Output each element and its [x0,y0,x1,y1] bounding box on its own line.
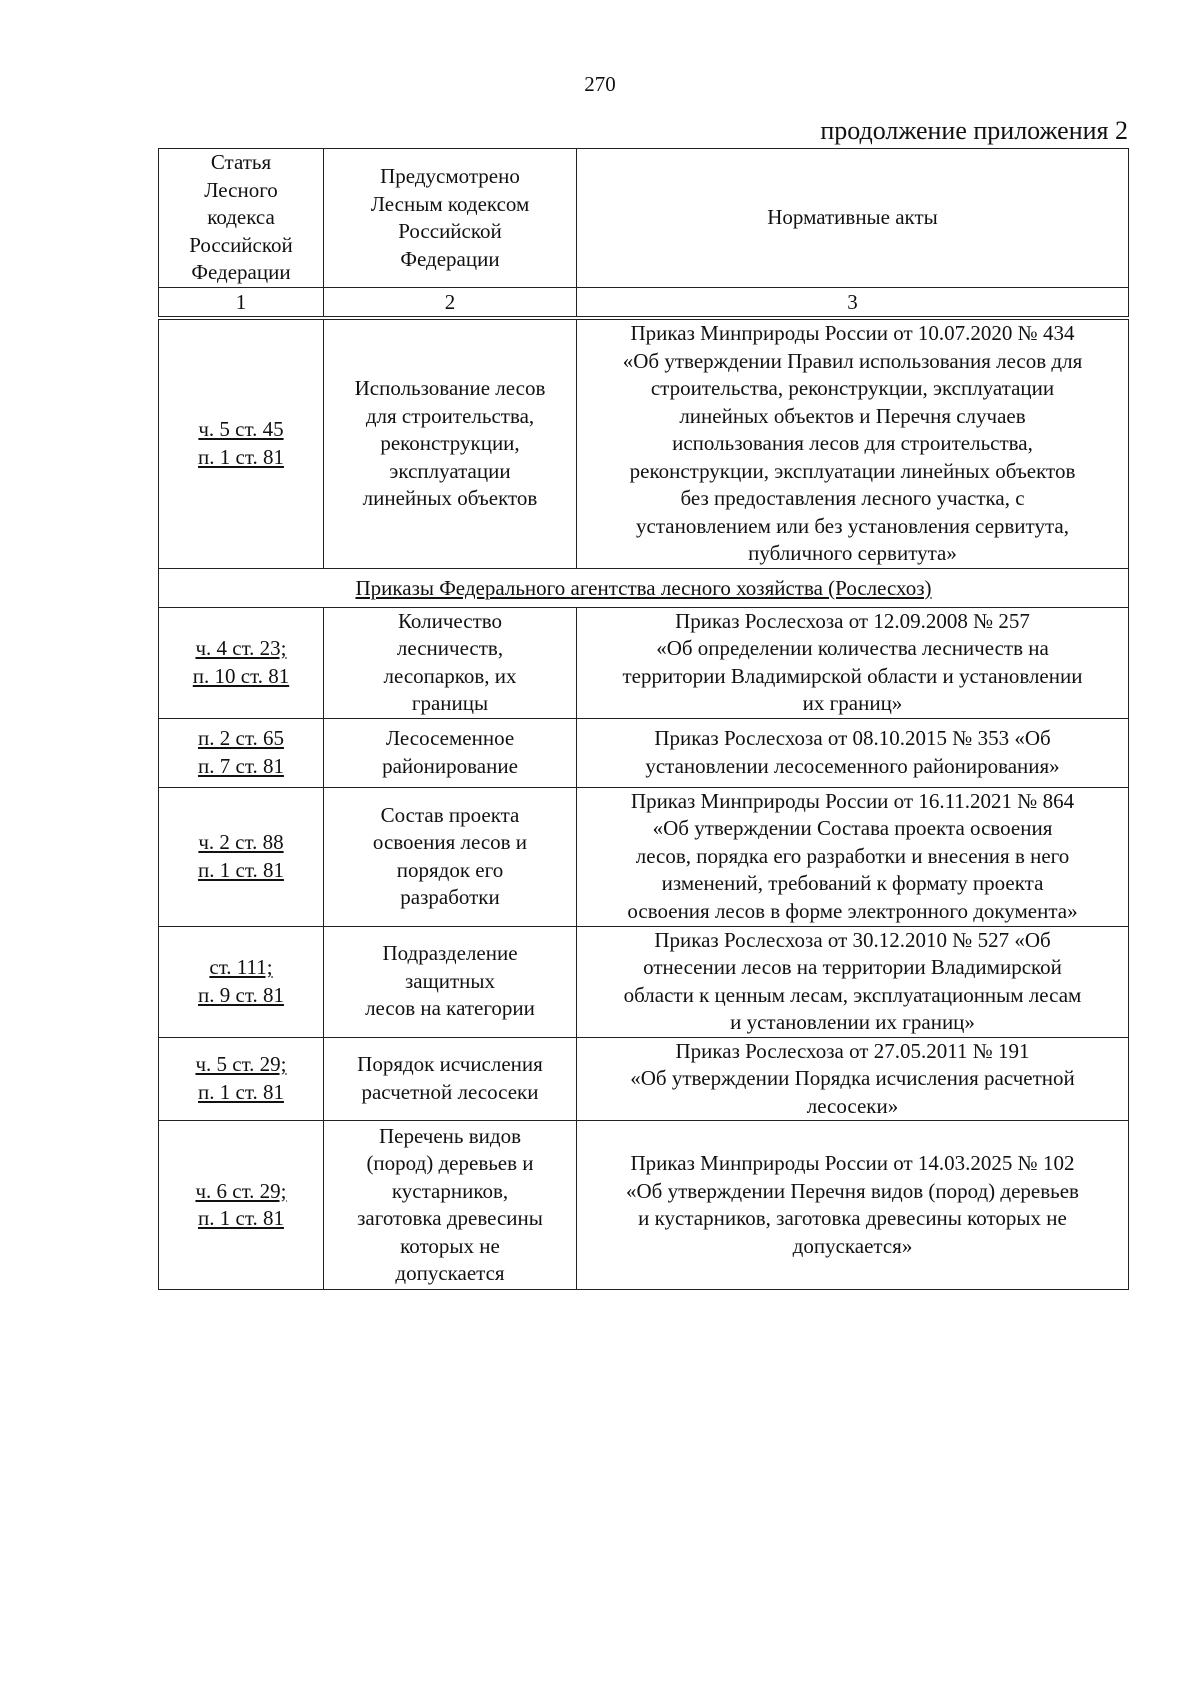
text-line: освоения лесов в форме электронного документа» [627,898,1078,923]
page-number: 270 [584,72,616,96]
text-line: «Об утверждении Порядка исчисления расчетной [630,1066,1075,1090]
article-references [159,607,324,718]
normative-act-cell [577,607,1129,718]
column-number: 1 [159,288,324,319]
text-line: районирование [382,753,518,778]
text-line: Приказ Минприроды России от 10.07.2020 № 434 [630,321,1075,345]
text-line: и установлении их границ» [730,1010,975,1034]
provision-cell [324,1037,577,1121]
text-line: порядок его [396,857,504,882]
text-line: Федерации [400,246,500,271]
text-line: лесов, порядка его разработки и внесения в него [635,843,1070,868]
section-title: Приказы Федерального агентства лесного хозяйства (Рослесхоз) [159,568,1129,607]
provision-cell [324,607,577,718]
article-link[interactable]: ч. 6 ст. 29; [195,1178,287,1203]
normative-act-cell [577,718,1129,787]
text-line: Приказ Рослесхоза от 12.09.2008 № 257 [675,608,1030,633]
text-line: Состав проекта [380,802,520,827]
article-link[interactable]: п. 9 ст. 81 [198,982,284,1007]
regulations-table [158,148,1129,1290]
text-line: линейных объектов и Перечня случаев [679,403,1026,428]
article-link[interactable]: п. 1 ст. 81 [198,857,284,882]
article-link[interactable]: п. 1 ст. 81 [198,1206,284,1230]
text-line: эксплуатации [389,458,511,483]
text-line: Российской [398,219,502,243]
text-line: Приказ Рослесхоза от 27.05.2011 № 191 [675,1038,1030,1063]
text-line: публичного сервитута» [748,541,957,565]
text-line: Российской [189,232,293,257]
text-line: Приказ Минприроды России от 14.03.2025 № 102 [630,1151,1075,1175]
text-line: лесопарков, их [383,663,517,688]
text-line: Лесным кодексом [370,191,530,216]
article-link[interactable]: п. 1 ст. 81 [198,1079,284,1104]
text-line: кодекса [207,205,275,230]
table-row [159,926,1129,1037]
header-article [159,149,324,288]
text-line: для строительства, [365,403,535,428]
text-line: реконструкции, [380,431,520,455]
text-line: и кустарников, заготовка древесины которых не [638,1206,1067,1230]
text-line: лесничеств, [396,636,504,660]
article-references [159,787,324,926]
text-line: «Об определении количества лесничеств на [656,636,1049,660]
text-line: Лесосеменное [385,726,515,750]
section-row [159,568,1129,607]
article-references [159,926,324,1037]
text-line: границы [411,691,489,715]
text-line: установлением или без установления сервитута, [636,513,1069,538]
provision-cell [324,318,577,568]
text-line: Федерации [191,260,291,285]
text-line: лесов на категории [365,996,535,1021]
article-references [159,1037,324,1121]
text-line: освоения лесов и [372,830,528,854]
text-line: Приказ Рослесхоза от 08.10.2015 № 353 «Об [654,726,1051,750]
text-line: лесосеки» [806,1093,899,1118]
text-line: отнесении лесов на территории Владимирской [643,955,1062,979]
text-line: Статья [210,150,272,175]
table-row [159,607,1129,718]
text-line: области к ценным лесам, эксплуатационным лесам [623,982,1082,1007]
article-link[interactable]: ч. 5 ст. 45 [198,417,284,442]
article-link[interactable]: ч. 5 ст. 29; [195,1052,287,1077]
text-line: допускается» [792,1233,913,1258]
article-link[interactable]: п. 1 ст. 81 [198,444,284,469]
text-line: Использование лесов [354,376,546,400]
text-line: строительства, реконструкции, эксплуатации [650,376,1055,400]
text-line: линейных объектов [362,486,538,510]
text-line: разработки [400,885,500,909]
text-line: допускается [395,1261,505,1285]
table-row [159,1121,1129,1290]
text-line: кустарников, [391,1178,509,1203]
text-line: использования лесов для строительства, [672,431,1033,455]
text-line: расчетной лесосеки [361,1079,539,1104]
text-line: которых не [400,1233,500,1258]
text-line: Порядок исчисления [357,1052,543,1077]
text-line: без предоставления лесного участка, с [680,486,1025,510]
article-references [159,718,324,787]
provision-cell [324,926,577,1037]
text-line: «Об утверждении Перечня видов (пород) деревьев [626,1178,1079,1203]
column-number: 3 [577,288,1129,319]
provision-cell [324,787,577,926]
table-row [159,1037,1129,1121]
normative-act-cell [577,318,1129,568]
text-line: «Об утверждении Правил использования лесов для [622,348,1083,373]
table-header-row [159,149,1129,288]
text-line: изменений, требований к формату проекта [661,871,1044,896]
text-line: Нормативные акты [767,205,938,230]
article-link[interactable]: ч. 4 ст. 23; [195,636,287,660]
article-link[interactable]: п. 7 ст. 81 [198,753,284,778]
article-link[interactable]: п. 10 ст. 81 [192,663,290,688]
text-line: Приказ Минприроды России от 16.11.2021 № 864 [630,788,1075,813]
article-link[interactable]: ст. 111; [209,955,273,979]
text-line: Количество [397,608,503,633]
text-line: Лесного [204,177,278,202]
text-line: их границ» [802,691,903,715]
text-line: Перечень видов [379,1123,521,1148]
text-line: «Об утверждении Состава проекта освоения [652,816,1053,841]
table-row [159,718,1129,787]
column-number: 2 [324,288,577,319]
provision-cell [324,718,577,787]
header-provision [324,149,577,288]
article-references [159,1121,324,1290]
table-row [159,787,1129,926]
text-line: установлении лесосеменного районирования» [645,753,1060,778]
text-line: Предусмотрено [380,164,520,188]
normative-act-cell [577,1037,1129,1121]
text-line: защитных [404,968,496,993]
normative-act-cell [577,1121,1129,1290]
text-line: Подразделение [382,941,518,966]
text-line: Приказ Рослесхоза от 30.12.2010 № 527 «Об [654,927,1051,952]
article-references [159,318,324,568]
text-line: реконструкции, эксплуатации линейных объектов [629,458,1076,483]
normative-act-cell [577,787,1129,926]
article-link[interactable]: п. 2 ст. 65 [198,726,284,750]
article-link[interactable]: ч. 2 ст. 88 [198,830,284,854]
column-number-row [159,288,1129,319]
header-acts [577,149,1129,288]
provision-cell [324,1121,577,1290]
table-row [159,318,1129,568]
text-line: заготовка древесины [357,1206,543,1230]
text-line: территории Владимирской области и установлении [622,663,1083,688]
normative-act-cell [577,926,1129,1037]
continuation-label: продолжение приложения 2 [820,116,1128,145]
text-line: (пород) деревьев и [366,1151,534,1175]
